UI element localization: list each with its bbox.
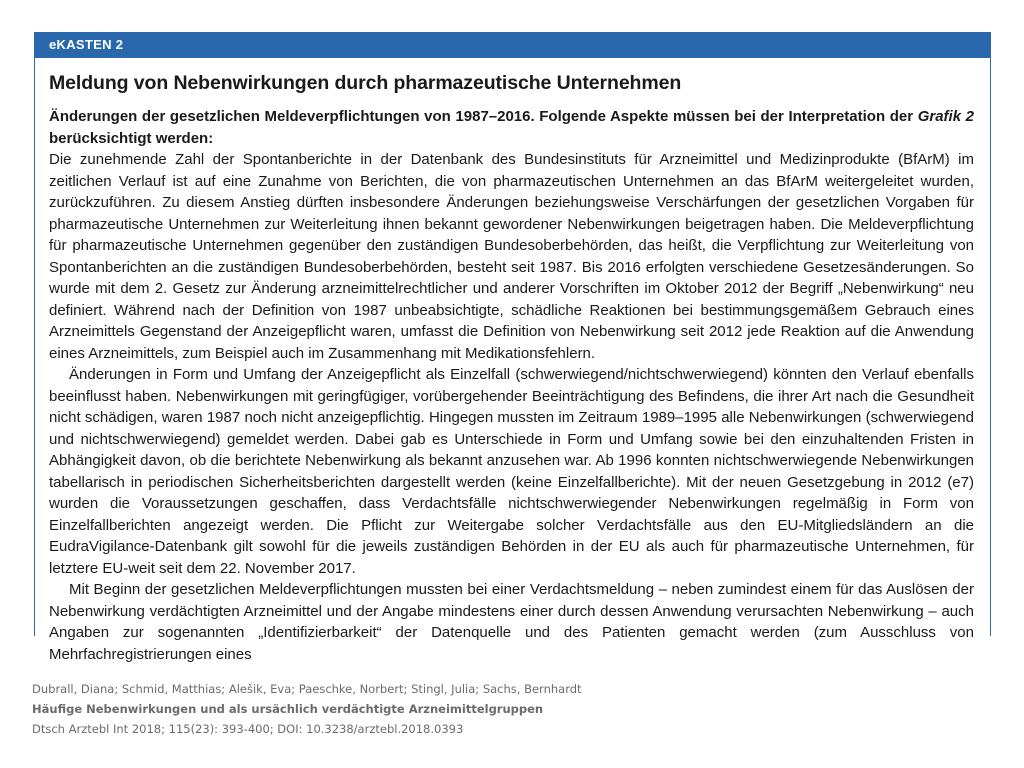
lead-part2: berücksichtigt werden:: [49, 129, 214, 147]
lead-part1: Änderungen der gesetzlichen Meldeverpflichtungen von 1987–2016. Folgende Aspekte müssen bei der Interpretation der: [49, 108, 918, 125]
box-content: [35, 58, 990, 665]
citation-footer: [32, 679, 582, 739]
footer-authors: Dubrall, Diana; Schmid, Matthias; Alešik, Eva; Paeschke, Norbert; Stingl, Julia; Sachs, Bernhardt: [32, 682, 582, 696]
paragraph-2: Änderungen in Form und Umfang der Anzeigepflicht als Einzelfall (schwerwiegend/nichtschwerwiegend) könnten den Verlauf ebenfalls beeinflusst haben. Nebenwirkungen mit geringfügiger, vorübergehender Beeinträchtigung des Befindens, die ihrer Art nach die Gesundheit nicht schädigen, waren 1987 noch nicht anzeigepflichtig. Hingegen mussten im Zeitraum 1989–1995 alle Nebenwirkungen (schwerwiegend und nichtschwerwiegend) gemeldet werden. Dabei gab es Unterschiede in Form und Umfang sowie bei den einzuhaltenden Fristen in Abhängigkeit davon, ob die berichtete Nebenwirkung als bekannt anzusehen war. Ab 1996 konnten nichtschwerwiegende Nebenwirkungen tabellarisch in periodischen Sicherheitsberichten dargestellt werden (keine Einzelfallberichte). Mit der neuen Gesetzgebung in 2012 (e7) wurden die Voraussetzungen geschaffen, dass Verdachtsfälle nichtschwerwiegender Nebenwirkungen regelmäßig in Form von Einzelfallberichten angezeigt werden. Die Pflicht zur Weitergabe solcher Verdachtsfälle aus den EU-Mitgliedsländern an die EudraVigilance-Datenbank gilt sowohl für die jeweils zuständigen Behörden in der EU als auch für pharmazeutische Unternehmen, für letztere EU-weit seit dem 22. November 2017.: [49, 366, 974, 577]
box-title: Meldung von Nebenwirkungen durch pharmazeutische Unternehmen: [49, 72, 682, 94]
footer-article-title: Häufige Nebenwirkungen und als ursächlich verdächtigte Arzneimittelgruppen: [32, 702, 544, 716]
ekasten-box: [34, 32, 991, 663]
paragraph-3: Mit Beginn der gesetzlichen Meldeverpflichtungen mussten bei einer Verdachtsmeldung – neben zumindest einem für das Auslösen der Nebenwirkung verdächtigten Arzneimittel und der Angabe mindestens einer durch dessen Anwendung verursachten Nebenwirkung – auch Angaben zur sogenannten „Identifizierbarkeit“ der Datenquelle und des Patienten gemacht werden (zum Ausschluss von Mehrfachregistrierungen eines: [49, 581, 974, 663]
lead-italic: Grafik 2: [917, 108, 974, 125]
lead-heading: [49, 106, 974, 149]
box-header: eKASTEN 2: [35, 32, 990, 58]
paragraph-1: Die zunehmende Zahl der Spontanberichte in der Datenbank des Bundesinstituts für Arzneimittel und Medizinprodukte (BfArM) im zeitlichen Verlauf ist auf eine Zunahme von Berichten, die von pharmazeutischen Unternehmen an das BfArM weitergeleitet wurden, zurückzuführen. Zu diesem Anstieg dürften insbesondere Änderungen beziehungsweise Verschärfungen der gesetzlichen Vorgaben für pharmazeutische Unternehmen zur Weiterleitung ihnen bekannt gewordener Nebenwirkungen beigetragen haben. Die Meldeverpflichtung für pharmazeutische Unternehmen gegenüber den zuständigen Bundesoberbehörden, das heißt, die Verpflichtung zur Weiterleitung von Spontanberichten an die zuständigen Bundesoberbehörden, besteht seit 1987. Bis 2016 erfolgten verschiedene Gesetzesänderungen. So wurde mit dem 2. Gesetz zur Änderung arzneimittelrechtlicher und anderer Vorschriften im Oktober 2012 der Begriff „Nebenwirkung“ neu definiert. Während nach der Definition von 1987 unbeabsichtigte, schädliche Reaktionen bei bestimmungsgemäßem Gebrauch eines Arzneimittels Gegenstand der Anzeigepflicht waren, umfasst die Definition von Nebenwirkung seit 2012 jede Reaktion auf die Anwendung eines Arzneimittels, zum Beispiel auch im Zusammenhang mit Medikationsfehlern.: [49, 151, 974, 362]
footer-citation: Dtsch Arztebl Int 2018; 115(23): 393-400; DOI: 10.3238/arztebl.2018.0393: [32, 722, 464, 736]
